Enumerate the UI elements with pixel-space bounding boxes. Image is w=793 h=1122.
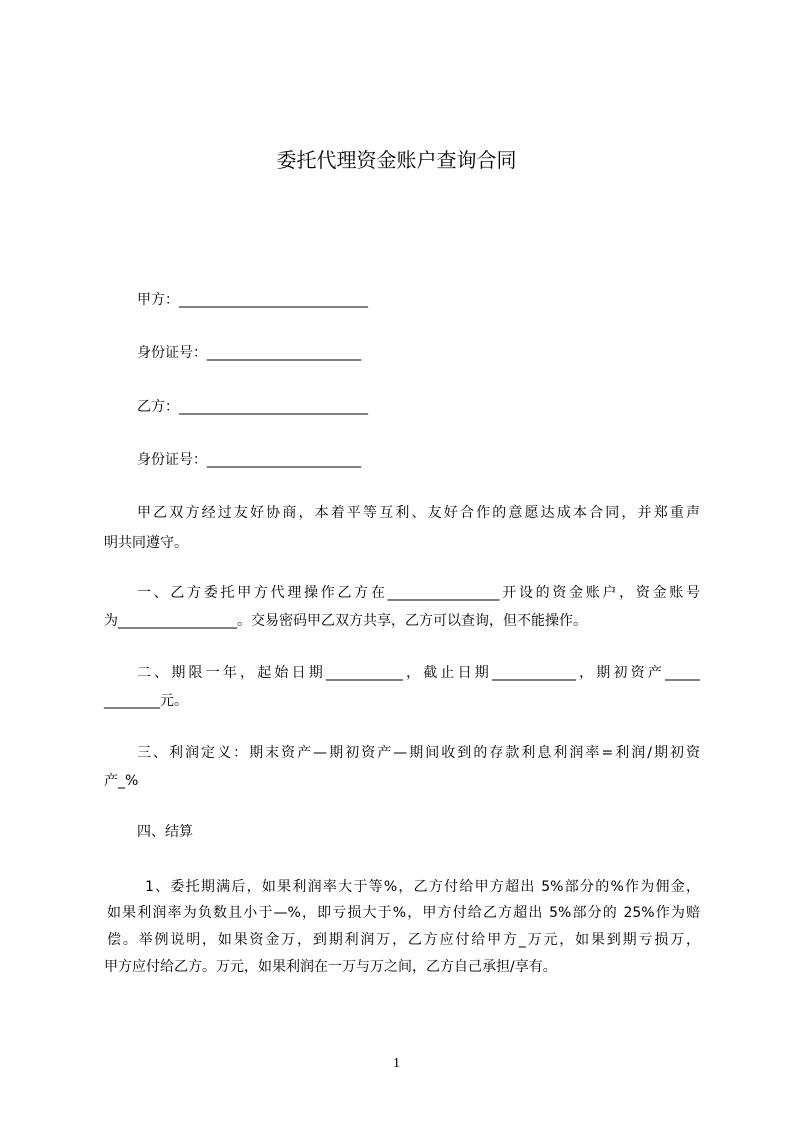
- party-a-id-field: 身份证号：______________________: [137, 345, 361, 361]
- clause4-1-line-3: 偿。举例说明，如果资金万，到期利润万，乙方应付给甲方_万元，如果到期亏损万，: [107, 932, 700, 948]
- party-b-field: 乙方：___________________________: [137, 399, 368, 415]
- intro-line-1: 甲乙双方经过友好协商，本着平等互利、友好合作的意愿达成本合同，并郑重声: [137, 505, 700, 521]
- clause4-1-line-1: 1、委托期满后，如果利润率大于等%，乙方付给甲方超出 5%部分的%作为佣金，: [145, 879, 700, 895]
- clause4-1-line-4: 甲方应付给乙方。万元，如果利润在一万与万之间，乙方自己承担/享有。: [104, 959, 557, 975]
- document-title: 委托代理资金账户查询合同: [276, 148, 517, 172]
- intro-line-2: 明共同遵守。: [104, 535, 188, 551]
- clause4-heading: 四、结算: [137, 824, 193, 840]
- page-number: 1: [393, 1056, 400, 1071]
- clause1-line-2: 为_________________。交易密码甲乙双方共享，乙方可以查询，但不能操作。: [104, 613, 587, 629]
- clause1-line-1: 一、乙方委托甲方代理操作乙方在________________开设的资金账户，资金账号: [137, 585, 700, 601]
- clause3-line-1: 三、利润定义：期末资产—期初资产—期间收到的存款利息利润率=利润/期初资: [137, 745, 700, 761]
- party-a-field: 甲方：___________________________: [137, 292, 368, 308]
- party-b-id-field: 身份证号：______________________: [137, 452, 361, 468]
- clause2-line-2: ________元。: [104, 693, 188, 709]
- clause3-line-2: 产_%: [104, 773, 139, 789]
- clause2-line-1: 二、期限一年，起始日期___________，截止日期____________，期初资产_____: [137, 665, 700, 681]
- clause4-1-line-2: 如果利润率为负数且小于—%，即亏损大于%，甲方付给乙方超出 5%部分的 25%作为赔: [107, 905, 700, 921]
